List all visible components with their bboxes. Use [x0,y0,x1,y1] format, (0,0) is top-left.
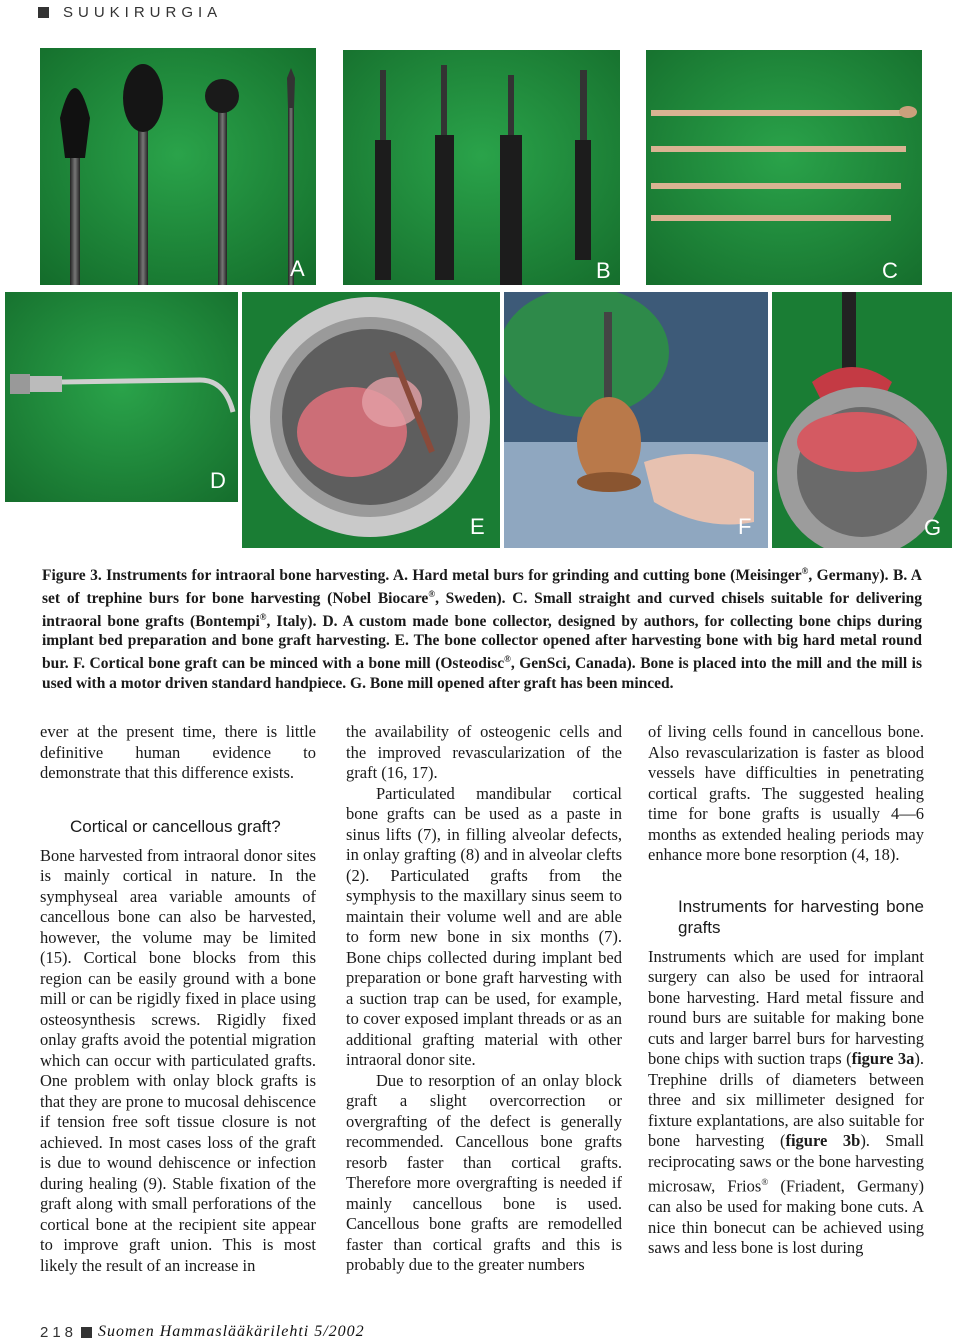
section-title: SUUKIRURGIA [63,3,223,21]
section-header [38,2,222,22]
text-column-2 [346,722,622,1276]
paragraph-text: (Friadent, Germany) can also be used for making bone cuts. A nice thin bonecut can be achieved using saws and less bone is lost during [648,1176,924,1257]
chisels-photo-icon [646,50,922,285]
footer-square-icon [81,1327,92,1338]
panel-label-c: C [882,258,898,283]
paragraph: Particulated mandibular cortical bone grafts can be used as a paste in sinus lifts (7), in filling alveolar defects, in onlay grafting (8) and in alveolar clefts (2). Particulated grafts from the symphysis to the maxillary sinus seem to maintain their volume well and are able to form new bone in six months (7). Bone chips collected during implant bed preparation or bone graft harvesting with a suction trap can be used, for example, to cover exposed implant threads or as an additional grafting material with other intraoral donor site. [346,783,622,1069]
figure-reference: figure 3a [851,1049,915,1068]
registered-mark: ® [801,566,809,576]
bone-mill-photo-icon [504,292,768,548]
paragraph [648,947,924,1259]
paragraph: Bone harvested from intraoral donor sites is mainly cortical in nature. In the symphyseal area variable amounts of cancellous bone can also be harvested, however, the volume may be limited (15). Cortical bone blocks from this region can be easily ground with a bone mill or can be rigidly fixed in place using osteosynthesis screws. Rigidly fixed onlay grafts avoid the potential migration which can occur with particulated grafts. One problem with onlay block grafts is that they are prone to mucosal dehiscence if tension free soft tissue closure is not achieved. In most cases loss of the graft is due to wound dehiscence or infection during healing (9). Stable fixation of the graft along with small perforations of the cortical bone at the recipient site appear to improve graft union. This is most likely the result of an increase in [40,845,316,1275]
registered-mark: ® [428,589,436,600]
text-column-3 [648,722,924,1259]
registered-mark: ® [259,612,267,623]
caption-text: , Sweden). C. Small straight and curved chisels suitable for delivering intraoral bone grafts (Bontempi [42,590,923,631]
panel-label-f: F [738,514,752,539]
section-heading-cortical-cancellous: Cortical or cancellous graft? [70,816,281,836]
journal-name: Suomen Hammaslääkärilehti 5/2002 [98,1323,365,1340]
panel-label-b: B [596,258,611,283]
page-number: 218 [40,1323,78,1341]
section-heading-instruments: Instruments for harvesting bone grafts [678,896,924,937]
figure-panel-f [504,292,768,548]
figure-panel-b [343,50,620,285]
bone-collector-photo-icon [5,292,238,502]
panel-label-a: A [290,256,305,281]
paragraph: Due to resorption of an onlay block graft a slight overcorrection or overgrafting of the defect is generally recommended. Cancellous bone grafts resorb faster than cortical grafts. Therefore more overgrafting is needed if mainly cancellous bone is used. Cancellous bone grafts are remodelled faster than cortical grafts and this is probably due to the greater numbers [346,1070,622,1274]
figure-reference: figure 3b [785,1131,861,1150]
registered-mark: ® [504,654,511,665]
paragraph-text: Instruments which are used for implant surgery can also be used for intraoral bone harvesting. Hard metal fissure and round burs are suitable for making bone cuts and larger barrel burs for harvesting bone chips with suction traps ( [648,946,924,1068]
paragraph: the availability of osteogenic cells and the improved revascularization of the graft (16, 17). [346,722,622,782]
paragraph-text: ). Trephine drills of diameters between three and six millimeter designed for fixture explantations, are also suitable for bone harvesting ( [648,1049,924,1150]
paragraph: ever at the present time, there is little definitive human evidence to demonstrate that this difference exists. [40,722,316,782]
figure-panel-c [646,50,922,285]
caption-text: , Italy). D. A custom made bone collector, designed by authors, for collecting bone chips during implant bed preparation and bone graft harvesting. E. The bone collector opened after harvesting bone with big hard metal round bur. F. Cortical bone graft can be minced with a bone mill (Osteodisc [42,613,923,673]
caption-text: , GenSci, Canada). Bone is placed into the mill and the mill is used with a motor driven standard handpiece. G. Bone mill opened after graft has been minced. [42,655,922,692]
figure-caption [42,562,922,693]
mill-opened-photo-icon [772,292,952,548]
figure-panel-d [5,292,238,502]
caption-text: Figure 3. Instruments for intraoral bone harvesting. A. Hard metal burs for grinding and cutting bone (Meisinger [42,567,802,585]
panel-label-e: E [470,514,485,539]
panel-label-d: D [210,468,226,493]
panel-label-g: G [924,515,942,540]
caption-text: , Germany). B. A set of trephine burs for bone harvesting (Nobel Biocare [42,567,922,608]
paragraph-text: ). Small reciprocating saws or the bone harvesting microsaw, Frios [648,1131,925,1196]
page-footer [40,1322,365,1342]
figure-panel-e [242,292,500,548]
figure-panel-a [40,48,316,285]
paragraph: of living cells found in cancellous bone. Also revascularization is faster as blood vessels have difficulties in penetrating cortical grafts. The suggested healing time for bone grafts is usually 4—6 months as extended healing periods may enhance more bone resorption (4, 18). [648,722,924,864]
registered-mark: ® [761,1177,769,1187]
figure-panel-g [772,292,952,548]
trephine-burs-photo-icon [343,50,620,285]
header-square-icon [38,7,49,18]
text-column-1 [40,722,316,1276]
burs-photo-icon [40,48,316,285]
collector-opened-photo-icon [242,292,500,548]
